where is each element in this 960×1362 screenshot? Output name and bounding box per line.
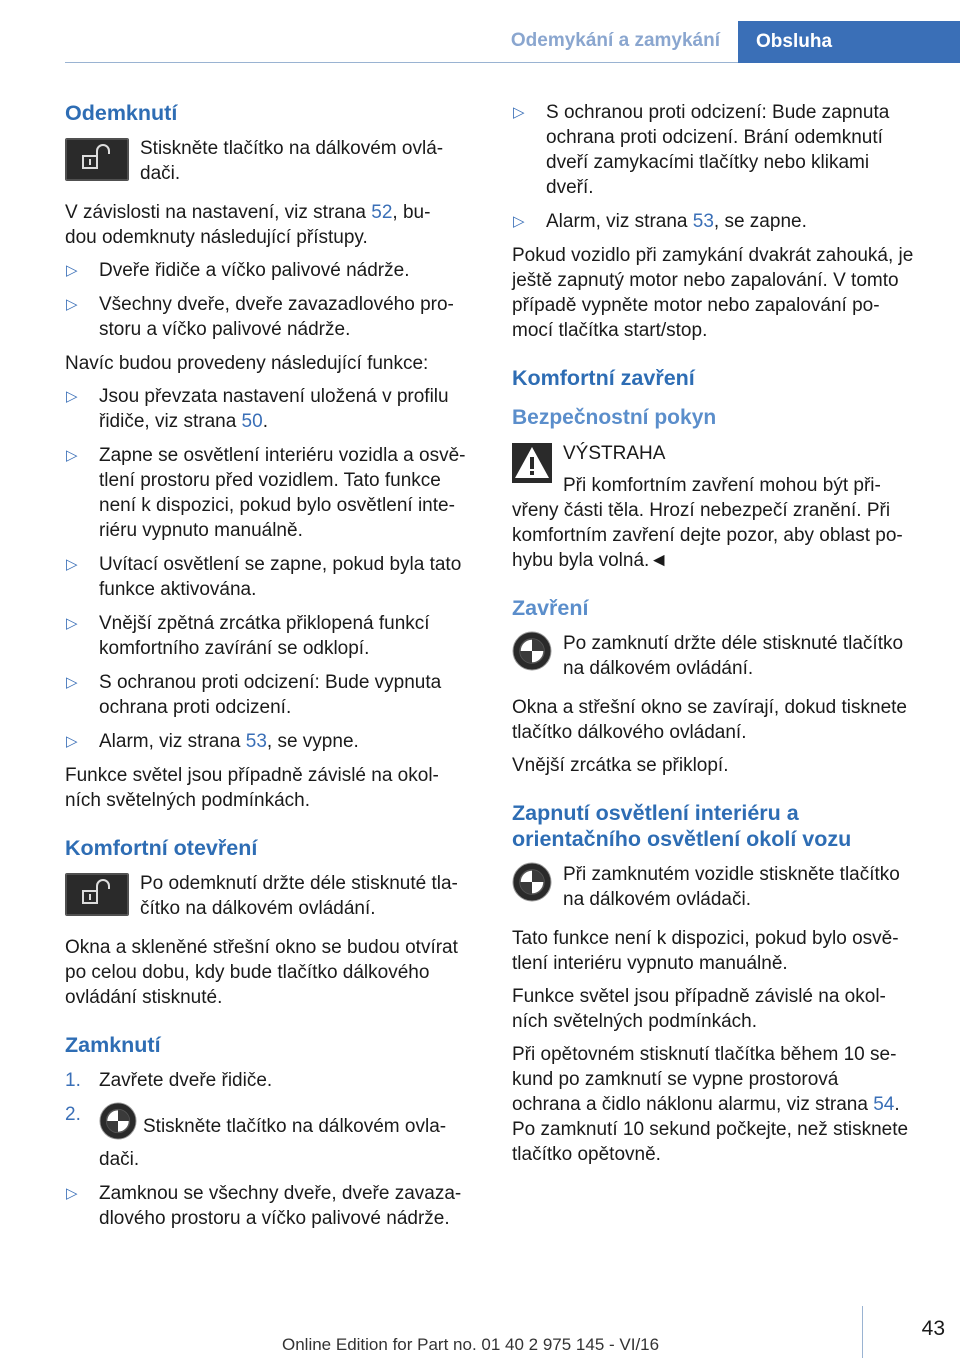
heading-zapnuti-osvetleni: Zapnutí osvětlení interiéru a orientačního osvětlení okolí vozu [512, 801, 852, 851]
unlock-button-icon [65, 138, 129, 181]
step-number: 1. [65, 1070, 81, 1091]
houkani-paragraph: Pokud vozidlo při zamykání dvakrát zahouká, je ještě zapnutý motor nebo zapalování. V tomto případě vypněte motor nebo zapalování po- mocí tlačítka start/stop. [512, 245, 914, 341]
otevreni-instruction [65, 871, 477, 921]
list-item: ▷ Všechny dveře, dveře zavazadlového pro- storu a víčko palivové nádrže. [66, 294, 454, 340]
opetovne-paragraph: Při opětovném stisknutí tlačítka během 10 se- kund po zamknutí se vypne prostorová ochrana a čidlo náklonu alarmu, viz strana 54. Po zamknutí 10 sekund počkejte, než stisknete tlačítko opětovně. [512, 1044, 909, 1165]
step-item: 1. Zavřete dveře řidiče. [65, 1070, 273, 1091]
tato-funkce-paragraph: Tato funkce není k dispozici, pokud bylo osvě- tlení interiéru vypnuto manuálně. [512, 928, 899, 974]
header-section-title: Odemykání a zamykání [510, 30, 720, 51]
page-ref-link[interactable]: 52 [371, 202, 393, 223]
heading-komfortni-otevreni: Komfortní otevření [65, 836, 258, 860]
page-ref-link[interactable]: 50 [241, 411, 263, 432]
triangle-bullet-icon: ▷ [66, 733, 78, 750]
heading-zamknuti: Zamknutí [65, 1033, 161, 1057]
okna-paragraph: Okna a skleněné střešní okno se budou otvírat po celou dobu, kdy bude tlačítko dálkového ovládání stisknuté. [65, 937, 458, 1008]
pristupy-list [65, 258, 477, 342]
left-column [65, 100, 477, 1240]
list-item: ▷ Dveře řidiče a víčko palivové nádrže. [66, 260, 410, 281]
page-ref-link[interactable]: 53 [245, 731, 267, 752]
okna-zavirani-paragraph: Okna a střešní okno se zavírají, dokud tisknete tlačítko dálkového ovládaní. [512, 697, 907, 743]
zavislost-paragraph: V závislosti na nastavení, viz strana 52, bu- dou odemknuty následující přístupy. [65, 202, 431, 248]
step-item: 2. Stiskněte tlačítko na dálkovém ovla- dači. [65, 1104, 447, 1170]
header-chapter-tab: Obsluha [738, 21, 960, 63]
warning-title: VÝSTRAHA [563, 443, 666, 464]
triangle-bullet-icon: ▷ [66, 615, 78, 632]
funkce-svetel-paragraph: Funkce světel jsou případně závislé na okol- ních světelných podmínkách. [65, 765, 439, 811]
list-item: ▷ Vnější zpětná zrcátka přiklopená funkcí komfortního zavírání se odklopí. [66, 613, 430, 659]
right-column [512, 100, 932, 1175]
list-item: ▷ Zapne se osvětlení interiéru vozidla a osvě- tlení prostoru před vozidlem. Tato funkce není k dispozici, pokud bylo osvětlení inte- riéru vypnuto manuálně. [66, 445, 466, 541]
zrcatka-paragraph: Vnější zrcátka se přiklopí. [512, 755, 729, 776]
unlock-button-icon [65, 873, 129, 916]
step-number: 2. [65, 1104, 81, 1125]
triangle-bullet-icon: ▷ [66, 388, 78, 405]
warning-text: Při komfortním zavření mohou být při- vřeny části těla. Hrozí nebezpečí zranění. Při komfortním zavření dejte pozor, aby oblast po- hybu byla volná.◄ [512, 475, 903, 571]
list-item: ▷ Alarm, viz strana 53, se vypne. [66, 731, 359, 752]
triangle-bullet-icon: ▷ [66, 674, 78, 691]
odemknuti-instruction [65, 136, 477, 186]
footer-rule [862, 1306, 863, 1358]
heading-komfortni-zavreni: Komfortní zavření [512, 366, 695, 390]
triangle-bullet-icon: ▷ [66, 447, 78, 464]
heading-odemknuti: Odemknutí [65, 101, 178, 125]
heading-zavreni: Zavření [512, 596, 589, 620]
otevreni-icon-text: Po odemknutí držte déle stisknuté tla- čítko na dálkovém ovládání. [140, 873, 458, 919]
funkce-svetel-paragraph: Funkce světel jsou případně závislé na okol- ních světelných podmínkách. [512, 986, 886, 1032]
zamknuti-steps [65, 1068, 477, 1172]
navic-paragraph: Navíc budou provedeny následující funkce: [65, 353, 429, 374]
zavreni-instruction [512, 631, 932, 681]
page-ref-link[interactable]: 53 [692, 211, 714, 232]
triangle-bullet-icon: ▷ [66, 1185, 78, 1202]
zapnuti-icon-text: Při zamknutém vozidle stiskněte tlačítko na dálkovém ovládači. [563, 864, 900, 910]
bmw-logo-icon [512, 631, 552, 671]
warning-triangle-icon [512, 443, 552, 483]
odemknuti-icon-text: Stiskněte tlačítko na dálkovém ovlá- dači. [140, 138, 444, 184]
heading-bezpecnostni-pokyn: Bezpečnostní pokyn [512, 406, 717, 429]
bmw-logo-icon [99, 1102, 137, 1147]
zamknuti-result-list [65, 1181, 477, 1231]
list-item: ▷ Alarm, viz strana 53, se zapne. [513, 211, 807, 232]
triangle-bullet-icon: ▷ [66, 296, 78, 313]
list-item: ▷ Jsou převzata nastavení uložená v profilu řidiče, viz strana 50. [66, 386, 449, 432]
triangle-bullet-icon: ▷ [513, 213, 525, 230]
list-item: ▷ S ochranou proti odcizení: Bude zapnuta ochrana proti odcizení. Brání odemknutí dveří zamykacími tlačítky nebo klikami dveří. [513, 102, 890, 198]
page-ref-link[interactable]: 54 [873, 1094, 895, 1115]
triangle-bullet-icon: ▷ [66, 262, 78, 279]
triangle-bullet-icon: ▷ [513, 104, 525, 121]
list-item: ▷ Uvítací osvětlení se zapne, pokud byla tato funkce aktivována. [66, 554, 462, 600]
zamknuti-continued-list [512, 100, 932, 234]
triangle-bullet-icon: ▷ [66, 556, 78, 573]
list-item: ▷ Zamknou se všechny dveře, dveře zavaza- dlového prostoru a víčko palivové nádrže. [66, 1183, 462, 1229]
zavreni-icon-text: Po zamknutí držte déle stisknuté tlačítko na dálkovém ovládání. [563, 633, 904, 679]
list-item: ▷ S ochranou proti odcizení: Bude vypnuta ochrana proti odcizení. [66, 672, 442, 718]
edition-footer: Online Edition for Part no. 01 40 2 975 145 - VI/16 [282, 1335, 660, 1354]
page-number: 43 [921, 1317, 945, 1340]
zapnuti-instruction [512, 862, 932, 912]
bmw-logo-icon [512, 862, 552, 902]
funkce-list [65, 384, 477, 754]
